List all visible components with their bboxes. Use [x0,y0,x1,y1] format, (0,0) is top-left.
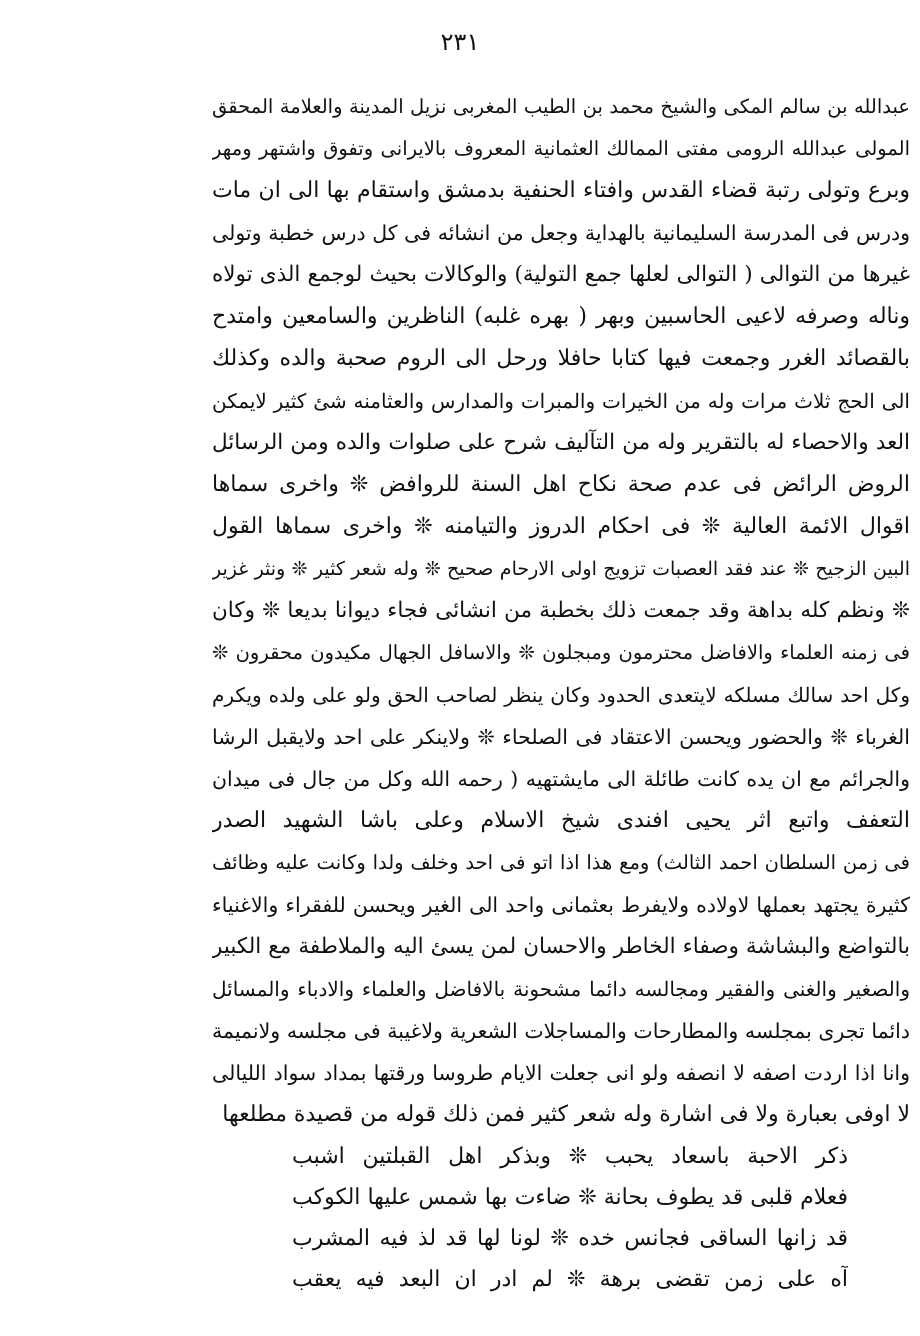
text-line: التعفف واتبع اثر يحيى افندى شيخ الاسلام وعلى باشا الشهيد الصدر [212,808,910,833]
text-line: فى زمن السلطان احمد الثالث) ومع هذا اذا اتو فى احد وخلف ولدا وكانت عليه وظائف [212,851,910,874]
text-line: وانا اذا اردت اصفه لا انصفه ولو انى جعلت الايام طروسا ورقتها بمداد سواد الليالى [212,1061,910,1085]
text-line: عبدالله بن سالم المكى والشيخ محمد بن الطيب المغربى نزيل المدينة والعلامة المحقق [212,95,910,118]
text-line: وكل احد سالك مسلكه لايتعدى الحدود وكان ينظر لصاحب الحق ولو على ولده ويكرم [212,683,910,707]
verse-line: آه على زمن تقضى برهة ❊ لم ادر ان البعد فيه يعقب [292,1267,848,1292]
verse-line: فعلام قلبى قد يطوف بحانة ❊ ضاءت بها شمس عليها الكوكب [292,1185,848,1210]
text-line: ودرس فى المدرسة السليمانية بالهداية وجعل من انشائه فى كل درس خطبة وتولى [212,221,910,245]
text-line: البين الزجيح ❊ عند فقد العصبات تزويج اولى الارحام صحيح ❊ وله شعر كثير ❊ ونثر غزير [212,558,910,580]
text-line: بالقصائد الغرر وجمعت فيها كتابا حافلا ورحل الى الروم صحبة والده وكذلك [212,346,910,371]
verse-line: ذكر الاحبة باسعاد يحبب ❊ وبذكر اهل القبلتين اشبب [292,1144,848,1169]
text-line: كثيرة يجتهد بعملها لاولاده ولايفرط بعثمانى واحد الى الغير ويحسن للفقراء والاغنياء [212,893,910,917]
text-line: اقوال الائمة العالية ❊ فى احكام الدروز والتيامنه ❊ واخرى سماها القول [212,514,910,539]
text-line: دائما تجرى بمجلسه والمطارحات والمساجلات الشعرية ولاغيبة فى مجلسه ولانميمة [212,1019,910,1043]
prose-body [212,86,910,1136]
text-line: الغرباء ❊ والحضور ويحسن الاعتقاد فى الصلحاء ❊ ولاينكر على احد ولايقبل الرشا [212,725,910,749]
text-line: لا اوفى بعبارة ولا فى اشارة وله شعر كثير فمن ذلك قوله من قصيدة مطلعها [222,1102,910,1127]
text-line: والجرائم مع ان يده كانت طائلة الى مايشتهيه ( رحمه الله وكل من جال فى ميدان [212,767,910,791]
text-line: وناله وصرفه لاعيى الحاسبين وبهر ( بهره غلبه) الناظرين والسامعين وامتدح [212,304,910,329]
poem-block [292,1136,848,1300]
text-line: فى زمنه العلماء والافاضل محترمون ومبجلون ❊ والاسافل الجهال مكيدون محقرون ❊ [212,641,910,664]
text-line: الروض الرائض فى عدم صحة نكاح اهل السنة للروافض ❊ واخرى سماها [212,472,910,497]
text-line: وبرع وتولى رتبة قضاء القدس وافتاء الحنفية بدمشق واستقام بها الى ان مات [212,178,910,203]
verse-line: قد زانها الساقى فجانس خده ❊ لونا لها قد لذ فيه المشرب [292,1226,848,1251]
text-line: المولى عبدالله الرومى مفتى الممالك العثمانية المعروف بالايرانى وتفوق واشتهر ومهر [212,137,910,160]
text-line: غيرها من التوالى ( التوالى لعلها جمع التولية) والوكالات بحيث لوجمع الذى تولاه [212,262,910,287]
text-line: والصغير والغنى والفقير ومجالسه دائما مشحونة بالافاضل والعلماء والادباء والمسائل [212,977,910,1001]
text-line: ❊ ونظم كله بداهة وقد جمعت ذلك بخطبة من انشائى فجاء ديوانا بديعا ❊ وكان [212,598,910,623]
text-line: العد والاحصاء له بالتقرير وله من التآليف شرح على صلوات والده ومن الرسائل [212,430,910,455]
text-line: الى الحج ثلاث مرات وله من الخيرات والمبرات والمدارس والعثامنه شئ كثير لايمكن [212,389,910,413]
page-number: ٢٣١ [440,28,480,56]
text-line: بالتواضع والبشاشة وصفاء الخاطر والاحسان لمن يسئ اليه والملاطفة مع الكبير [212,934,910,959]
